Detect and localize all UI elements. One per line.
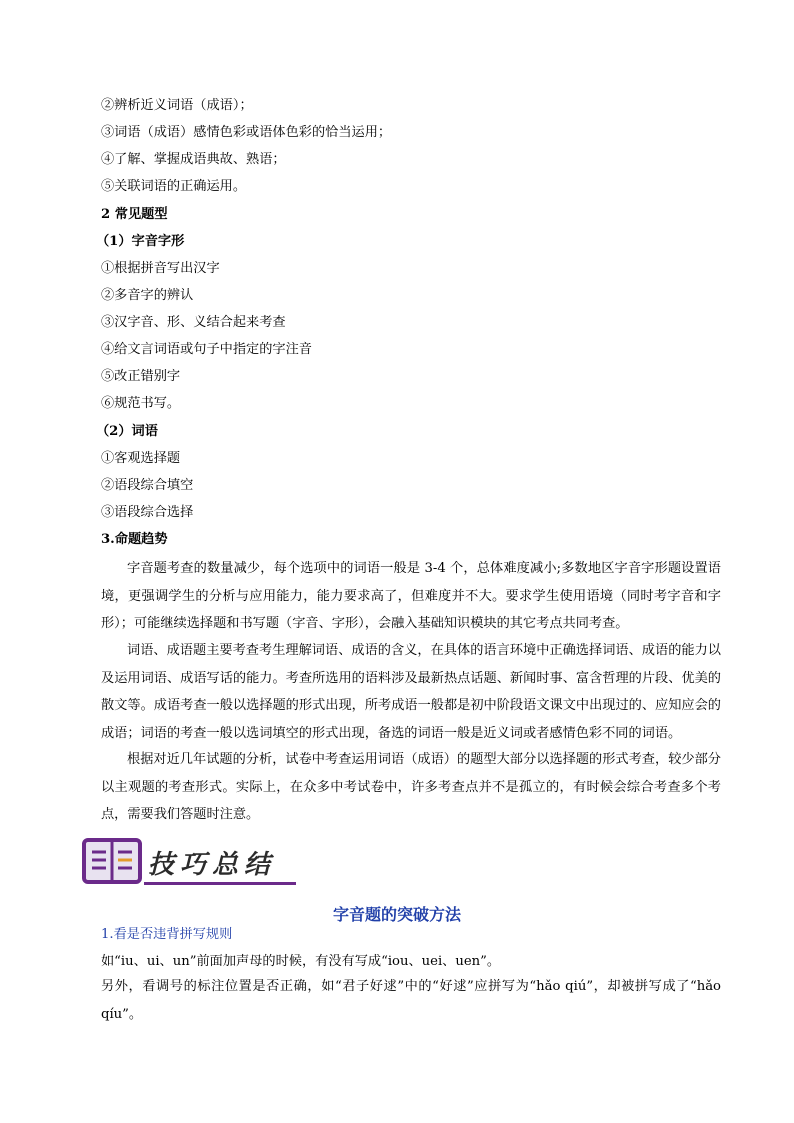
banner-title: 技巧总结: [148, 850, 277, 880]
section-title: 字音题的突破方法: [332, 905, 461, 924]
list-item: ②辨析近义词语（成语）；: [101, 98, 253, 113]
list-item: ⑥规范书写。: [101, 396, 181, 411]
list-item: ③词语（成语）感情色彩或语体色彩的恰当运用；: [101, 125, 392, 140]
tips-banner: [82, 838, 300, 888]
rule-text: 另外，看调号的标注位置是否正确，如“君子好逑”中的“好逑”应拼写为“hǎo qiú”，却被拼写成了“hǎo qíu”。: [101, 979, 721, 1022]
list-item: ⑤改正错别字: [101, 369, 181, 384]
paragraph: 字音题考查的数量减少，每个选项中的词语一般是 3-4 个，总体难度减小;多数地区字音字形题设置语境，更强调学生的分析与应用能力，能力要求高了，但难度并不大。要求学生使用语境（同时考字音和字形）；可能继续选择题和书写题（字音、字形），会融入基础知识模块的其它考点共同考查。: [101, 561, 721, 631]
list-item: ④了解、掌握成语典故、熟语；: [101, 152, 286, 167]
list-item: ②语段综合填空: [101, 478, 194, 493]
list-item: ②多音字的辨认: [101, 288, 194, 303]
book-icon: [82, 838, 142, 884]
banner-underline: [144, 882, 296, 885]
list-item: ③语段综合选择: [101, 505, 194, 520]
list-item: ⑤关联词语的正确运用。: [101, 179, 247, 194]
list-item: ①客观选择题: [101, 451, 181, 466]
subheading: （2）词语: [96, 424, 158, 439]
list-item: ①根据拼音写出汉字: [101, 261, 220, 276]
subheading: （1）字音字形: [96, 234, 185, 249]
rule-text: 如“iu、ui、un”前面加声母的时候，有没有写成“iou、uei、uen”。: [101, 954, 501, 969]
section-heading: 2 常见题型: [101, 207, 168, 222]
paragraph: 词语、成语题主要考查考生理解词语、成语的含义，在具体的语言环境中正确选择词语、成语的能力以及运用词语、成语写话的能力。考查所选用的语料涉及最新热点话题、新闻时事、富含哲理的片段、优美的散文等。成语考查一般以选择题的形式出现，所考成语一般都是初中阶段语文课文中出现过的、应知应会的成语；词语的考查一般以选词填空的形式出现，备选的词语一般是近义词或者感情色彩不同的词语。: [101, 643, 721, 741]
list-item: ③汉字音、形、义结合起来考查: [101, 315, 286, 330]
paragraph: 根据对近几年试题的分析，试卷中考查运用词语（成语）的题型大部分以选择题的形式考查，较少部分以主观题的考查形式。实际上，在众多中考试卷中，许多考查点并不是孤立的，有时候会综合考查多个考点，需要我们答题时注意。: [101, 752, 721, 822]
rule-heading: 1.看是否违背拼写规则: [101, 927, 233, 942]
list-item: ④给文言词语或句子中指定的字注音: [101, 342, 312, 357]
section-heading: 3.命题趋势: [101, 532, 168, 547]
